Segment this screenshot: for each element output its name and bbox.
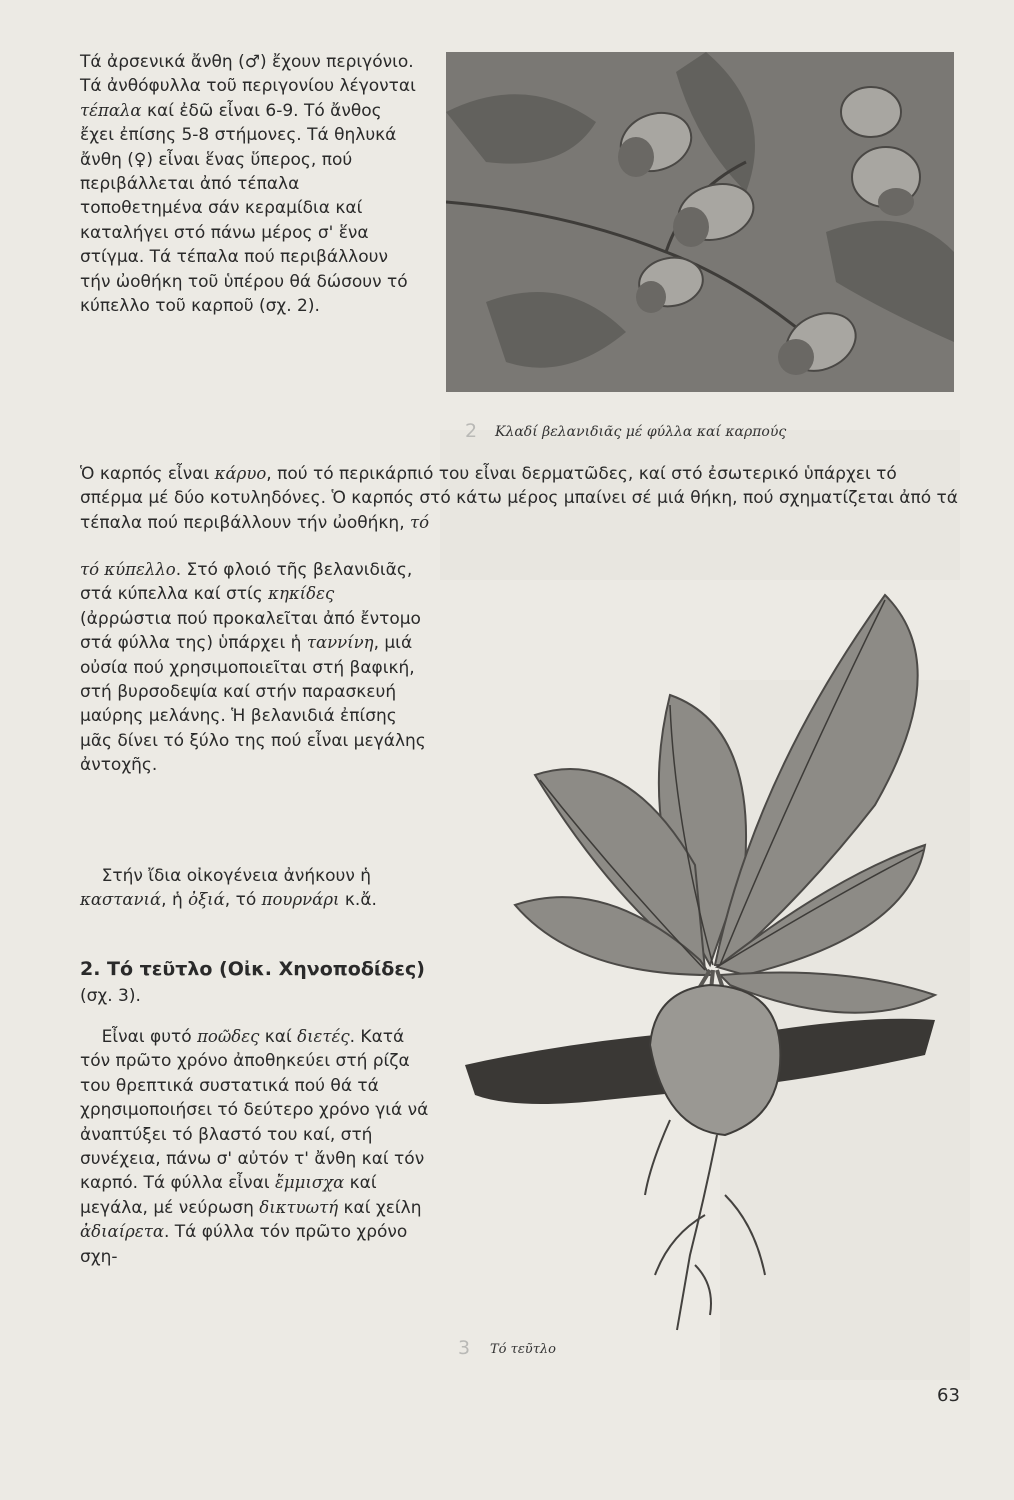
term-diktyoti: δικτυωτή	[259, 1197, 339, 1217]
term-kastania: καστανιά	[80, 890, 162, 910]
beet-text-6: . Τά φύλλα τόν πρῶτο χρόνο σχη-	[80, 1222, 408, 1267]
beet-text-4: καί μεγάλα, μέ νεύρωση	[80, 1173, 377, 1218]
term-to: τό	[410, 512, 430, 532]
fruit-text-1: Ὁ καρπός εἶναι	[80, 464, 215, 484]
term-tannini: ταννίνη	[306, 633, 374, 653]
figure-3-beet-illustration	[455, 575, 960, 1335]
family-text-3: , τό	[224, 890, 262, 911]
figure-2-number: 2	[465, 420, 478, 442]
fruit-text-2: , πού τό περικάρπιό του εἶναι δερματῶδες, καί στό ἐσωτερικό ὑπάρχει τό σπέρμα μέ δύο κοτυληδόνες. Ὁ καρπός στό κάτω μέρος μπαίνει σέ μιά θήκη, πού σχηματίζεται ἀπό τά τέπαλα πού περιβάλλουν τήν ὠοθήκη,	[80, 464, 958, 533]
beet-plant-drawing	[455, 575, 960, 1335]
family-paragraph	[80, 864, 430, 913]
term-poodes: ποῶδες	[197, 1027, 260, 1046]
acorn-branch-illustration	[446, 52, 954, 392]
intro-text-2: καί ἐδῶ εἶναι 6-9. Τό ἄνθος ἔχει ἐπίσης 5-8 στήμονες. Τά θηλυκά ἄνθη (♀) εἶναι ἕνας ὕπερος, πού περιβάλλεται ἀπό τέπαλα τοποθετημένα σάν κεραμίδια καί καταλήγει στό πάνω μέρος σ' ἕνα στίγμα. Τά τέπαλα πού περιβάλλουν τήν ὠοθήκη τοῦ ὑπέρου θά δώσουν τό κύπελλο τοῦ καρποῦ (σχ. 2).	[80, 100, 408, 317]
term-kikides: κηκίδες	[268, 584, 335, 604]
section-heading	[80, 957, 430, 1009]
fruit-paragraph	[80, 462, 960, 535]
figure-2-caption: Κλαδί βελανιδιᾶς μέ φύλλα καί καρπούς	[495, 424, 787, 440]
section-figure-ref: (σχ. 3).	[80, 986, 141, 1006]
fruit-paragraph-continued	[80, 558, 430, 778]
term-adiaireta: ἀδιαίρετα	[80, 1222, 164, 1242]
fruit-text-5: , μιά οὐσία πού χρησιμοποιεῖται στή βαφική, στή βυρσοδεψία καί στήν παρασκευή μαύρης μελάνης. Ἡ βελανιδιά ἐπίσης μᾶς δίνει τό ξύλο της πού εἶναι μεγάλης ἀντοχῆς.	[80, 633, 426, 776]
beet-text-3: . Κατά τόν πρῶτο χρόνο ἀποθηκεύει στή ρίζα του θρεπτικά συστατικά πού θά τά χρησιμοποιήσει τό δεύτερο χρόνο γιά νά ἀναπτύξει τό βλαστό του καί, στή συνέχεια, πάνω σ' αὐτόν τ' ἄνθη καί τόν καρπό. Τά φύλλα εἶναι	[80, 1027, 429, 1194]
family-text-1: Στήν ἴδια οἰκογένεια ἀνήκουν ἡ	[101, 866, 372, 886]
intro-text-1: Τά ἀρσενικά ἄνθη (♂) ἔχουν περιγόνιο. Τά ἀνθόφυλλα τοῦ περιγονίου λέγονται	[80, 52, 416, 97]
beet-text-1: Εἶναι φυτό	[101, 1027, 198, 1047]
intro-paragraph	[80, 50, 420, 318]
beet-paragraph	[80, 1025, 430, 1269]
fruit-text-4: (ἀρρώστια πού προκαλεῖται ἀπό ἔντομο στά φύλλα της) ὑπάρχει ἡ	[80, 608, 421, 654]
beet-text-5: καί χείλη	[338, 1197, 422, 1218]
term-pournari: πουρνάρι	[261, 890, 340, 910]
term-oxia: ὀξιά	[188, 890, 225, 910]
section-title: 2. Τό τεῦτλο (Οἰκ. Χηνοποδίδες)	[80, 958, 425, 980]
term-karyo: κάρυο	[214, 464, 267, 483]
family-text-2: , ἡ	[161, 890, 189, 911]
family-text-4: κ.ἄ.	[339, 890, 377, 911]
figure-3-caption: Τό τεῦτλο	[490, 1342, 556, 1357]
term-emmischa: ἔμμισχα	[275, 1173, 345, 1193]
term-dietes: διετές	[297, 1027, 350, 1046]
figure-3-number: 3	[458, 1337, 471, 1359]
page-number: 63	[937, 1385, 960, 1406]
term-tepala: τέπαλα	[80, 100, 142, 120]
fruit-text-3: . Στό φλοιό τῆς βελανιδιᾶς, στά κύπελλα καί στίς	[80, 560, 413, 605]
term-kypello: τό κύπελλο	[80, 560, 176, 579]
figure-2-acorn-photo	[446, 52, 954, 392]
beet-text-2: καί	[259, 1027, 298, 1047]
